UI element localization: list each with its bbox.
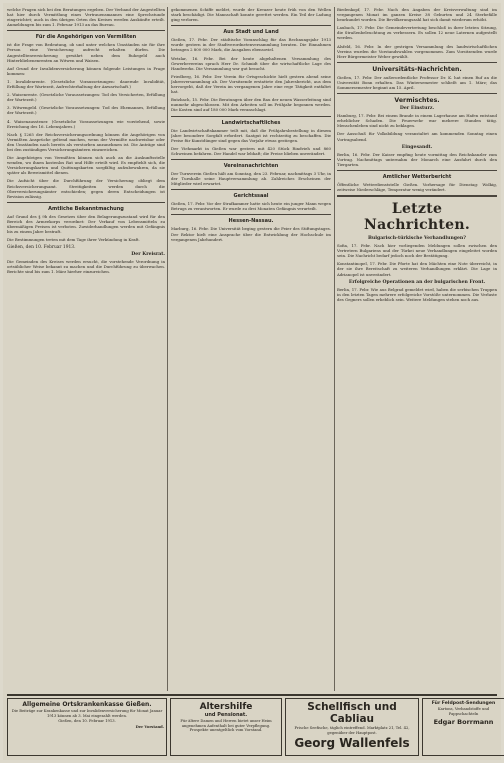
article-text: welche Fragen sich bei den Beratungen ergeben. Der Verband der Angestellten hat hier durch Vermittlung eines Vertrauensmannes eine Sprechstunde eingerichtet; auch in den übrigen Orten des Kreises werden Auskünfte erteilt. Anmeldungen bis zum 1. Februar 1913 an das Bureau. (7, 7, 165, 28)
ad-text: Für ältere Damen und Herren bietet unser Heim angenehmen Aufenthalt bei guter Verpflegung. Prospekte unentgeltlich vom Vorstand. (180, 719, 272, 733)
divider (337, 170, 497, 171)
ad-date: Gießen, den 10. Februar 1913. (58, 719, 116, 724)
article-text: gekommenen Schiffe meldet, wurde der Kreuzer heute früh von den Wellen stark beschädigt. Die Mannschaft konnte gerettet werden. Ein Teil der Ladung ging verloren. (171, 7, 331, 23)
article-text: Hamburg, 17. Febr. Bei einem Brande in einem Lagerhause am Hafen entstand erheblicher Schaden. Die Feuerwehr war mehrere Stunden tätig. Menschenleben sind nicht zu beklagen. (337, 113, 497, 129)
ad-text: Kartons, Verbandstoffe und Pappschachteln (437, 707, 490, 716)
divider (171, 25, 331, 26)
article-text: Konstantinopel, 17. Febr. Die Pforte hat den Mächten eine Note überreicht, in der sie ihre Bereitschaft zu weiteren Verhandlungen erklärt. Die Lage in Adrianopel ist unverändert. (337, 261, 497, 277)
section-heading: Amtlicher Wetterbericht (382, 173, 452, 180)
article-text: Öffentliche Wetterdienststelle Gießen. Vorhersage für Dienstag: Wolkig, zeitweise Niederschläge, Temperatur wenig verändert. (337, 181, 497, 192)
article-text: Berlin, 17. Febr. Wie aus Belgrad gemeldet wird, haben die serbischen Truppen in den letzten Tagen mehrere erfolgreiche Vorstöße unternommen. Die Verluste des Gegners sollen erheblich sein. Weitere Meldungen stehen noch aus. (337, 286, 497, 302)
section-heading: Für die Angehörigen von Vermißten (35, 34, 137, 41)
divider (337, 195, 497, 197)
divider (171, 159, 331, 160)
divider (7, 202, 165, 203)
article-text: Die Gemeinden des Kreises werden ersucht, die vorstehende Verordnung in ortsüblicher Weise bekannt zu machen und die Durchführung zu überwachen. Berichte sind bis zum 1. März hierher einzureichen. (7, 259, 165, 275)
notice-date: Gießen, den 10. Februar 1913. (7, 245, 76, 251)
article-text: 4. Waisenaussteuer. (Gesetzliche Voraussetzungen wie vorstehend, sowie Erreichung des 16. Lebensjahres.) (7, 118, 165, 129)
article-text: Die Landwirtschaftskammer teilt mit, daß die Frühjahrsbestellung in diesem Jahre besondere Sorgfalt erfordert. Saatgut ist rechtzeitig zu beschaffen. Die Preise für Kunstdünger sind gegen das Vorjahr etwas gestiegen. (171, 127, 331, 143)
subheading: Der Einsturz. (399, 106, 435, 112)
article-text: Marburg, 16. Febr. Die Universität beging gestern die Feier des Stiftungstages. Der Rektor hielt eine Ansprache über die Entwicklung der Hochschule im vergangenen Jahrhundert. (171, 226, 331, 242)
article-text: Der Viehmarkt in Gießen war gestern mit 420 Stück Rindvieh und 860 Schweinen befahren. Der Handel war lebhaft; die Preise blieben unverändert. (171, 145, 331, 156)
ad-title: Altershilfe (199, 702, 253, 712)
newspaper-page (3, 3, 501, 760)
column-middle (171, 7, 331, 760)
article-text: Auf Grund des § 9b des Gesetzes über den Belagerungszustand wird für den Bereich des Armeekorps verordnet: Der Verkauf von Lebensmitteln zu übermäßigen Preisen ist verboten. Zuwiderhandlungen werden mit Gefängnis bis zu einem Jahre bestraft. (7, 213, 165, 235)
ad-schellfisch (285, 698, 419, 756)
ad-feldpost (422, 698, 504, 756)
divider (337, 62, 497, 63)
ad-company-name: Georg Wallenfels (294, 736, 410, 751)
article-text: Der Ausschuß für Volksbildung veranstaltet am kommenden Sonntag einen Vortragsabend. (337, 131, 497, 142)
ad-title: Für Feldpost-Sendungen (431, 701, 496, 706)
divider (7, 30, 165, 31)
column-rule (167, 7, 168, 691)
ad-subtitle: und Pensionat. (204, 712, 248, 718)
article-text: 1. Invalidenrente. (Gesetzliche Voraussetzungen: dauernde Invalidität, Erfüllung der Wartezeit, Aufrechterhaltung der Anwartschaft.) (7, 78, 165, 90)
divider (171, 116, 331, 117)
article-text: Sofia, 17. Febr. Nach hier vorliegenden Meldungen sollen zwischen den Vertretern Bulgariens und der Türkei neue Verhandlungen eingeleitet worden sein. Die Nachricht bedarf jedoch noch der Bestätigung. (337, 243, 497, 259)
section-heading: Amtliche Bekanntmachung (48, 205, 124, 212)
section-heading: Universitäts-Nachrichten. (372, 65, 462, 73)
section-heading: Hessen-Nassau. (228, 218, 274, 225)
article-text: Nach § 1265 der Reichsversicherungsordnung können die Angehörigen von Vermißten Ansprüche geltend machen, wenn der Vermißte nachweisbar oder den Umständen nach bereits als verstorben anzunehmen ist. Die Anträge sind bei den zuständigen Versicherungsämtern einzureichen. (7, 131, 165, 152)
section-heading: Vereinsnachrichten (223, 162, 279, 169)
advertisement-strip (7, 694, 497, 758)
divider (171, 214, 331, 215)
section-heading: Gerichtssaal (233, 193, 269, 200)
article-text: Gießen, 17. Febr. Der städtische Voranschlag für das Rechnungsjahr 1913 wurde gestern in der Stadtverordnetenversammlung beraten. Die Einnahmen betragen 2 800 000 Mark, die Ausgaben ebensoviel. (171, 37, 331, 53)
article-text: ist die Frage von Bedeutung, ob und unter welchen Umständen sie für ihre Person eine Versicherung aufrecht erhalten dürfen. Die Angestelltenversicherung gewährt neben dem Ruhegeld auch Hinterbliebenenrenten an Witwen und Waisen. (7, 42, 165, 63)
article-text: Biedenkopf, 17. Febr. Nach den Angaben der Kreisverwaltung sind im vergangenen Monat im ganzen Kreise 38 Geburten und 24 Sterbefälle beurkundet worden. Die Bevölkerungszahl hat sich damit wiederum erhöht. (337, 7, 497, 23)
notice-signature: Der Kreisrat. (131, 252, 165, 258)
article-text: Laubach, 17. Febr. Die Gemeindevertretung beschloß in ihrer letzten Sitzung, die Straßenbeleuchtung zu verbessern. Es sollen 12 neue Laternen aufgestellt werden. (337, 25, 497, 41)
article-text: Gießen, 17. Febr. Der außerordentliche Professor Dr. K. hat einen Ruf an die Universität Bonn erhalten. Das Wintersemester schließt am 1. März; das Sommersemester beginnt am 15. April. (337, 74, 497, 91)
article-text: 3. Witwengeld. (Gesetzliche Voraussetzungen: Tod des Ehemannes, Erfüllung der Wartezeit.) (7, 105, 165, 116)
divider (171, 189, 331, 190)
article-text: Die Aufsicht über die Durchführung der Versicherung obliegt dem Reichsversicherungsamt. Streitigkeiten werden durch die Oberversicherungsämter entschieden; gegen deren Entscheidungen ist Revision zulässig. (7, 178, 165, 199)
article-text: Friedberg, 16. Febr. Der Verein für Ortsgeschichte hielt gestern abend seine Jahresversammlung ab. Der Vorsitzende erstattete den Jahresbericht, aus dem hervorgeht, daß der Verein im vergangenen Jahre eine rege Tätigkeit entfaltet hat. (171, 73, 331, 95)
section-heading: Aus Stadt und Land (223, 29, 279, 36)
column-left (7, 7, 165, 760)
article-text: Auf Grund der Invalidenversicherung können folgende Leistungen in Frage kommen: (7, 65, 165, 76)
article-text: Die Bestimmungen treten mit dem Tage ihrer Verkündung in Kraft. (7, 237, 140, 243)
ad-ortskrankenkasse (7, 698, 167, 756)
ad-altershilfe (170, 698, 282, 756)
section-heading: Landwirtschaftliches (221, 119, 281, 126)
ad-text: Frische Seefische, täglich eintreffend. Marktplatz 21, Tel. 42, gegenüber der Hauptpost. (294, 726, 410, 735)
subheading: Bulgarisch-türkische Verhandlungen? (368, 236, 466, 242)
column-rule (334, 7, 335, 691)
section-heading: Vermischtes. (394, 97, 440, 105)
article-text: Die Angehörigen von Vermißten können sich auch an die Auskunftsstelle wenden, wo ihnen kostenlos Rat und Hilfe erteilt wird. Es empfiehlt sich, die Versicherungskarten und Quittungskarten sorgfältig aufzubewahren, da sie später als Beweismittel dienen. (7, 155, 165, 176)
article-text: Berlin, 16. Febr. Der Kaiser empfing heute vormittag den Reichskanzler zum Vortrag. Nachmittags unternahm der Monarch eine Ausfahrt durch den Tiergarten. (337, 151, 497, 167)
subheading: Eingesandt. (401, 144, 433, 150)
article-text: Alsfeld, 16. Febr. In der gestrigen Versammlung des landwirtschaftlichen Vereins wurden die Vorstandswahlen vorgenommen. Zum Vorsitzenden wurde Herr Bürgermeister Weber gewählt. (337, 43, 497, 59)
article-text: Der Turnverein Gießen hält am Sonntag, den 23. Februar, nachmittags 3 Uhr, in der Turnhalle seine Hauptversammlung ab. Zahlreiches Erscheinen der Mitglieder wird erwartet. (171, 170, 331, 187)
article-text: Butzbach, 15. Febr. Die Beratungen über den Bau der neuen Wasserleitung sind nunmehr abgeschlossen. Mit den Arbeiten soll im Frühjahr begonnen werden. Die Kosten sind auf 180 000 Mark veranschlagt. (171, 97, 331, 113)
divider (337, 93, 497, 94)
ad-text: Die Beiträge zur Krankenkasse und zur Invalidenversicherung für Monat Januar 1913 können ab 3. Mai eingezahlt werden. (11, 709, 163, 718)
ad-title: Allgemeine Ortskrankenkasse Gießen. (22, 701, 152, 708)
column-right (337, 7, 497, 760)
subheading: Erfolgreiche Operationen an der bulgarischen Front. (348, 279, 486, 285)
article-text: 2. Waisenrente. (Gesetzliche Voraussetzungen: Tod des Versicherten, Erfüllung der Wartezeit.) (7, 92, 165, 103)
article-text: Gießen, 17. Febr. Vor der Strafkammer hatte sich heute ein junger Mann wegen Betrugs zu verantworten. Er wurde zu drei Monaten Gefängnis verurteilt. (171, 201, 331, 212)
ad-company-name: Edgar Borrmann (433, 718, 494, 727)
ad-signature: Der Vorstand. (135, 724, 164, 729)
latest-news-heading: Letzte Nachrichten. (364, 201, 470, 234)
ad-title: Schellfisch und Cabliau (307, 701, 397, 725)
article-text: Wetzlar, 16. Febr. Bei der heute abgehaltenen Versammlung des Gewerbevereins sprach Herr Dr. Schmidt über die wirtschaftliche Lage des Handwerks. Die Versammlung war gut besucht. (171, 55, 331, 71)
